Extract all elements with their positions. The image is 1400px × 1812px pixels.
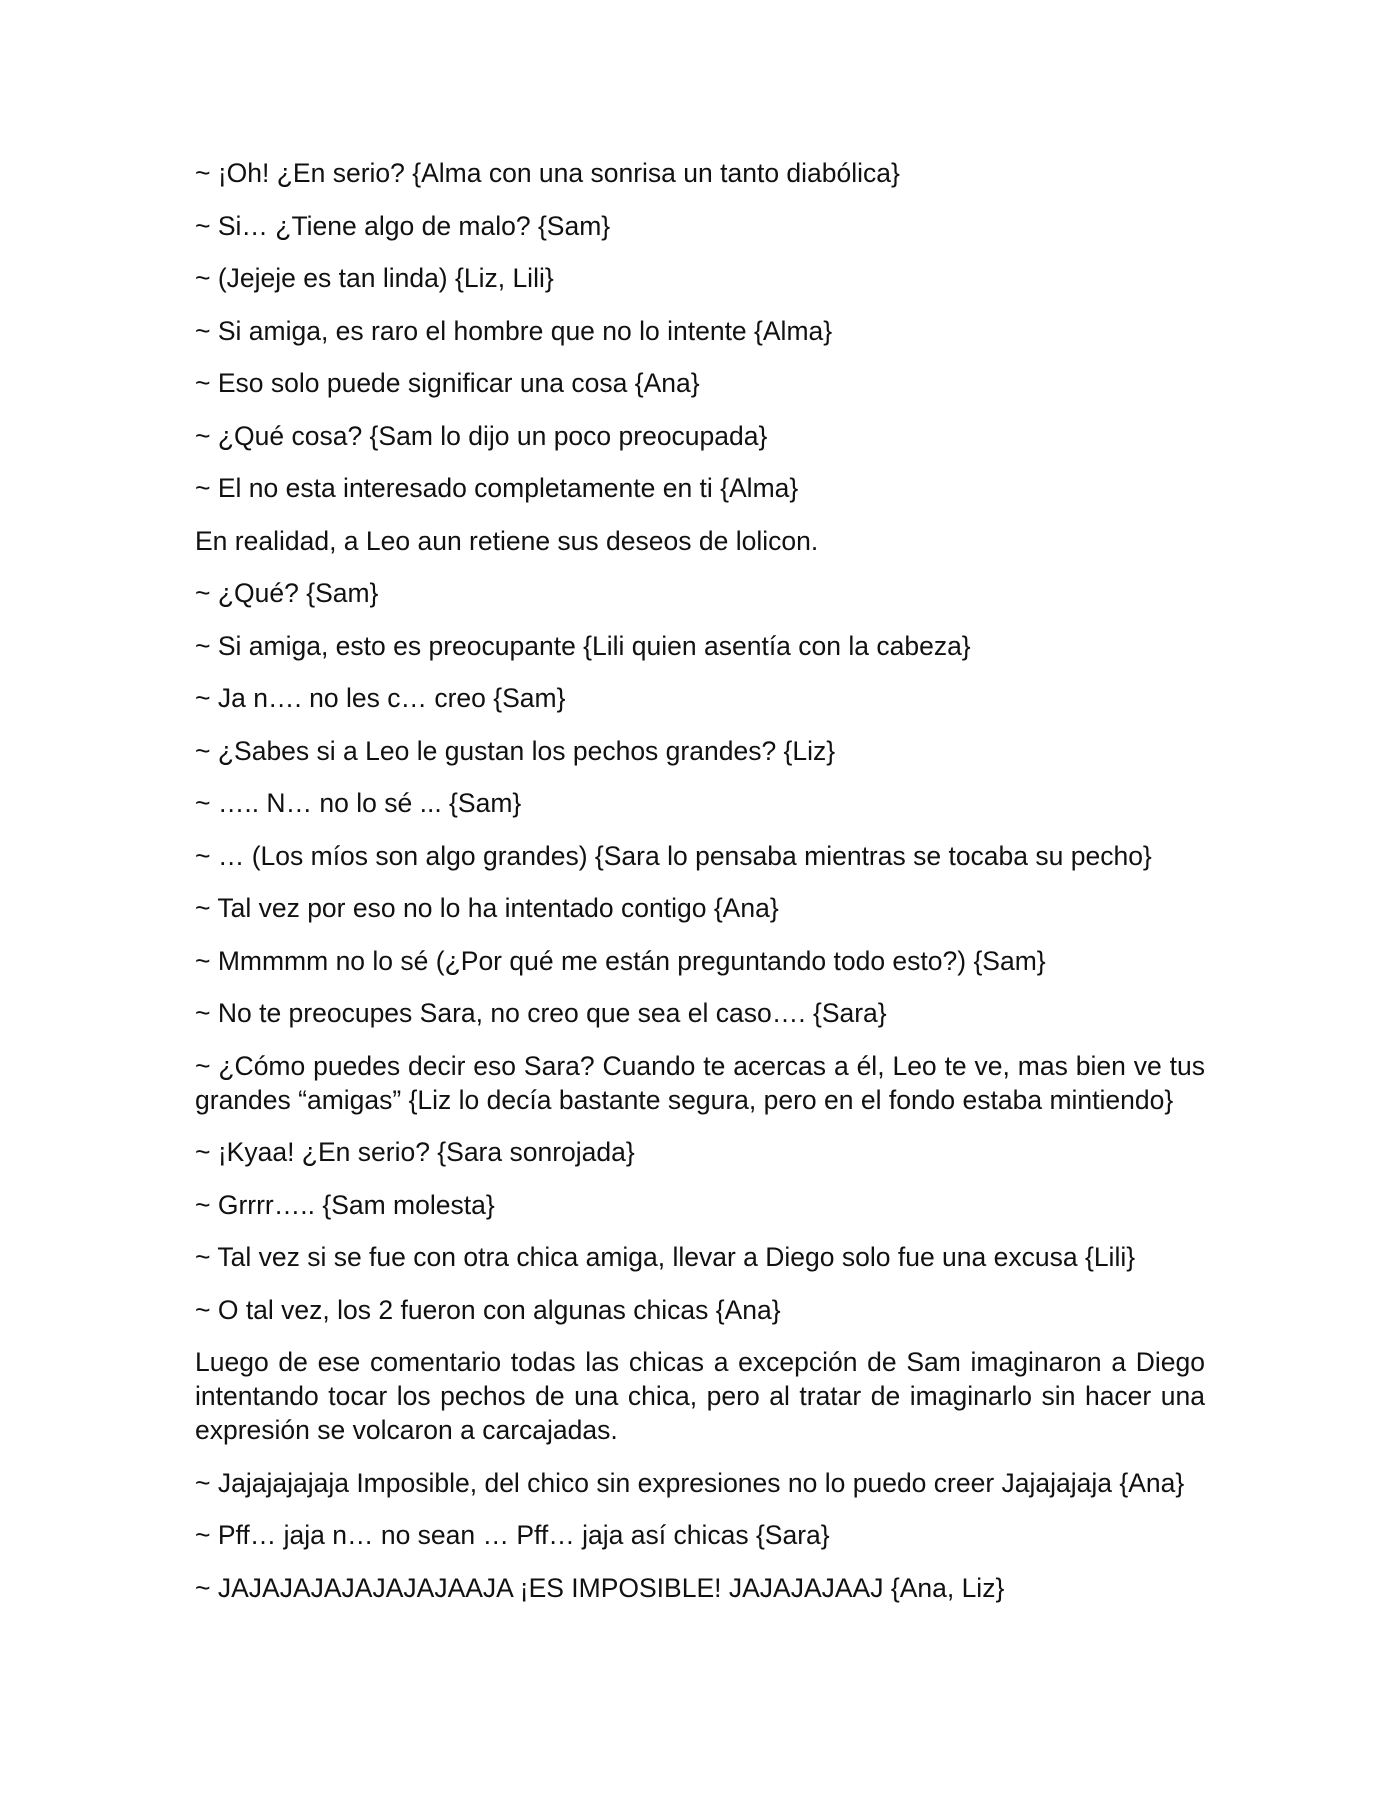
dialogue-line: ~ ….. N… no lo sé ... {Sam} bbox=[195, 788, 522, 818]
dialogue-line: ~ Eso solo puede significar una cosa {Ana} bbox=[195, 368, 700, 398]
dialogue-line: ~ El no esta interesado completamente en ti {Alma} bbox=[195, 473, 799, 503]
dialogue-line: ~ ¿Qué cosa? {Sam lo dijo un poco preocupada} bbox=[195, 420, 768, 451]
dialogue-line: ~ ¡Kyaa! ¿En serio? {Sara sonrojada} bbox=[195, 1137, 635, 1167]
dialogue-line: ~ Si… ¿Tiene algo de malo? {Sam} bbox=[195, 210, 611, 241]
dialogue-line: ~ Mmmmm no lo sé (¿Por qué me están preguntando todo esto?) {Sam} bbox=[195, 945, 1046, 976]
dialogue-line: ~ Jajajajajaja Imposible, del chico sin expresiones no lo puedo creer Jajajajaja {Ana} bbox=[195, 1467, 1185, 1498]
dialogue-line: ~ Si amiga, es raro el hombre que no lo intente {Alma} bbox=[195, 315, 833, 346]
dialogue-line: ~ Tal vez si se fue con otra chica amiga, llevar a Diego solo fue una excusa {Lili} bbox=[195, 1242, 1136, 1272]
dialogue-line: ~ ¿Qué? {Sam} bbox=[195, 578, 379, 608]
dialogue-line: ~ ¿Cómo puedes decir eso Sara? Cuando te acercas a él, Leo te ve, mas bien ve tus grandes “amigas” {Liz lo decía bastante segura, pero en el fondo estaba mintiendo} bbox=[195, 1050, 1205, 1115]
dialogue-line: ~ ¿Sabes si a Leo le gustan los pechos grandes? {Liz} bbox=[195, 735, 836, 766]
dialogue-line: ~ JAJAJAJAJAJAJAJAAJA ¡ES IMPOSIBLE! JAJAJAJAAJ {Ana, Liz} bbox=[195, 1572, 1005, 1603]
dialogue-line: ~ Ja n…. no les c… creo {Sam} bbox=[195, 683, 566, 713]
dialogue-line: ~ ¡Oh! ¿En serio? {Alma con una sonrisa un tanto diabólica} bbox=[195, 158, 900, 188]
dialogue-line: ~ (Jejeje es tan linda) {Liz, Lili} bbox=[195, 263, 554, 293]
document-body bbox=[195, 156, 1205, 1623]
narration-paragraph: En realidad, a Leo aun retiene sus deseos de lolicon. bbox=[195, 525, 819, 556]
dialogue-line: ~ No te preocupes Sara, no creo que sea el caso…. {Sara} bbox=[195, 998, 887, 1028]
dialogue-line: ~ O tal vez, los 2 fueron con algunas chicas {Ana} bbox=[195, 1294, 781, 1325]
narration-paragraph: Luego de ese comentario todas las chicas a excepción de Sam imaginaron a Diego intentando tocar los pechos de una chica, pero al tratar de imaginarlo sin hacer una expresión se volcaron a carcajadas. bbox=[195, 1347, 1205, 1445]
dialogue-line: ~ … (Los míos son algo grandes) {Sara lo pensaba mientras se tocaba su pecho} bbox=[195, 840, 1152, 871]
dialogue-line: ~ Si amiga, esto es preocupante {Lili quien asentía con la cabeza} bbox=[195, 630, 971, 661]
dialogue-line: ~ Tal vez por eso no lo ha intentado contigo {Ana} bbox=[195, 893, 779, 923]
dialogue-line: ~ Grrrr….. {Sam molesta} bbox=[195, 1189, 495, 1220]
dialogue-line: ~ Pff… jaja n… no sean … Pff… jaja así chicas {Sara} bbox=[195, 1520, 830, 1550]
